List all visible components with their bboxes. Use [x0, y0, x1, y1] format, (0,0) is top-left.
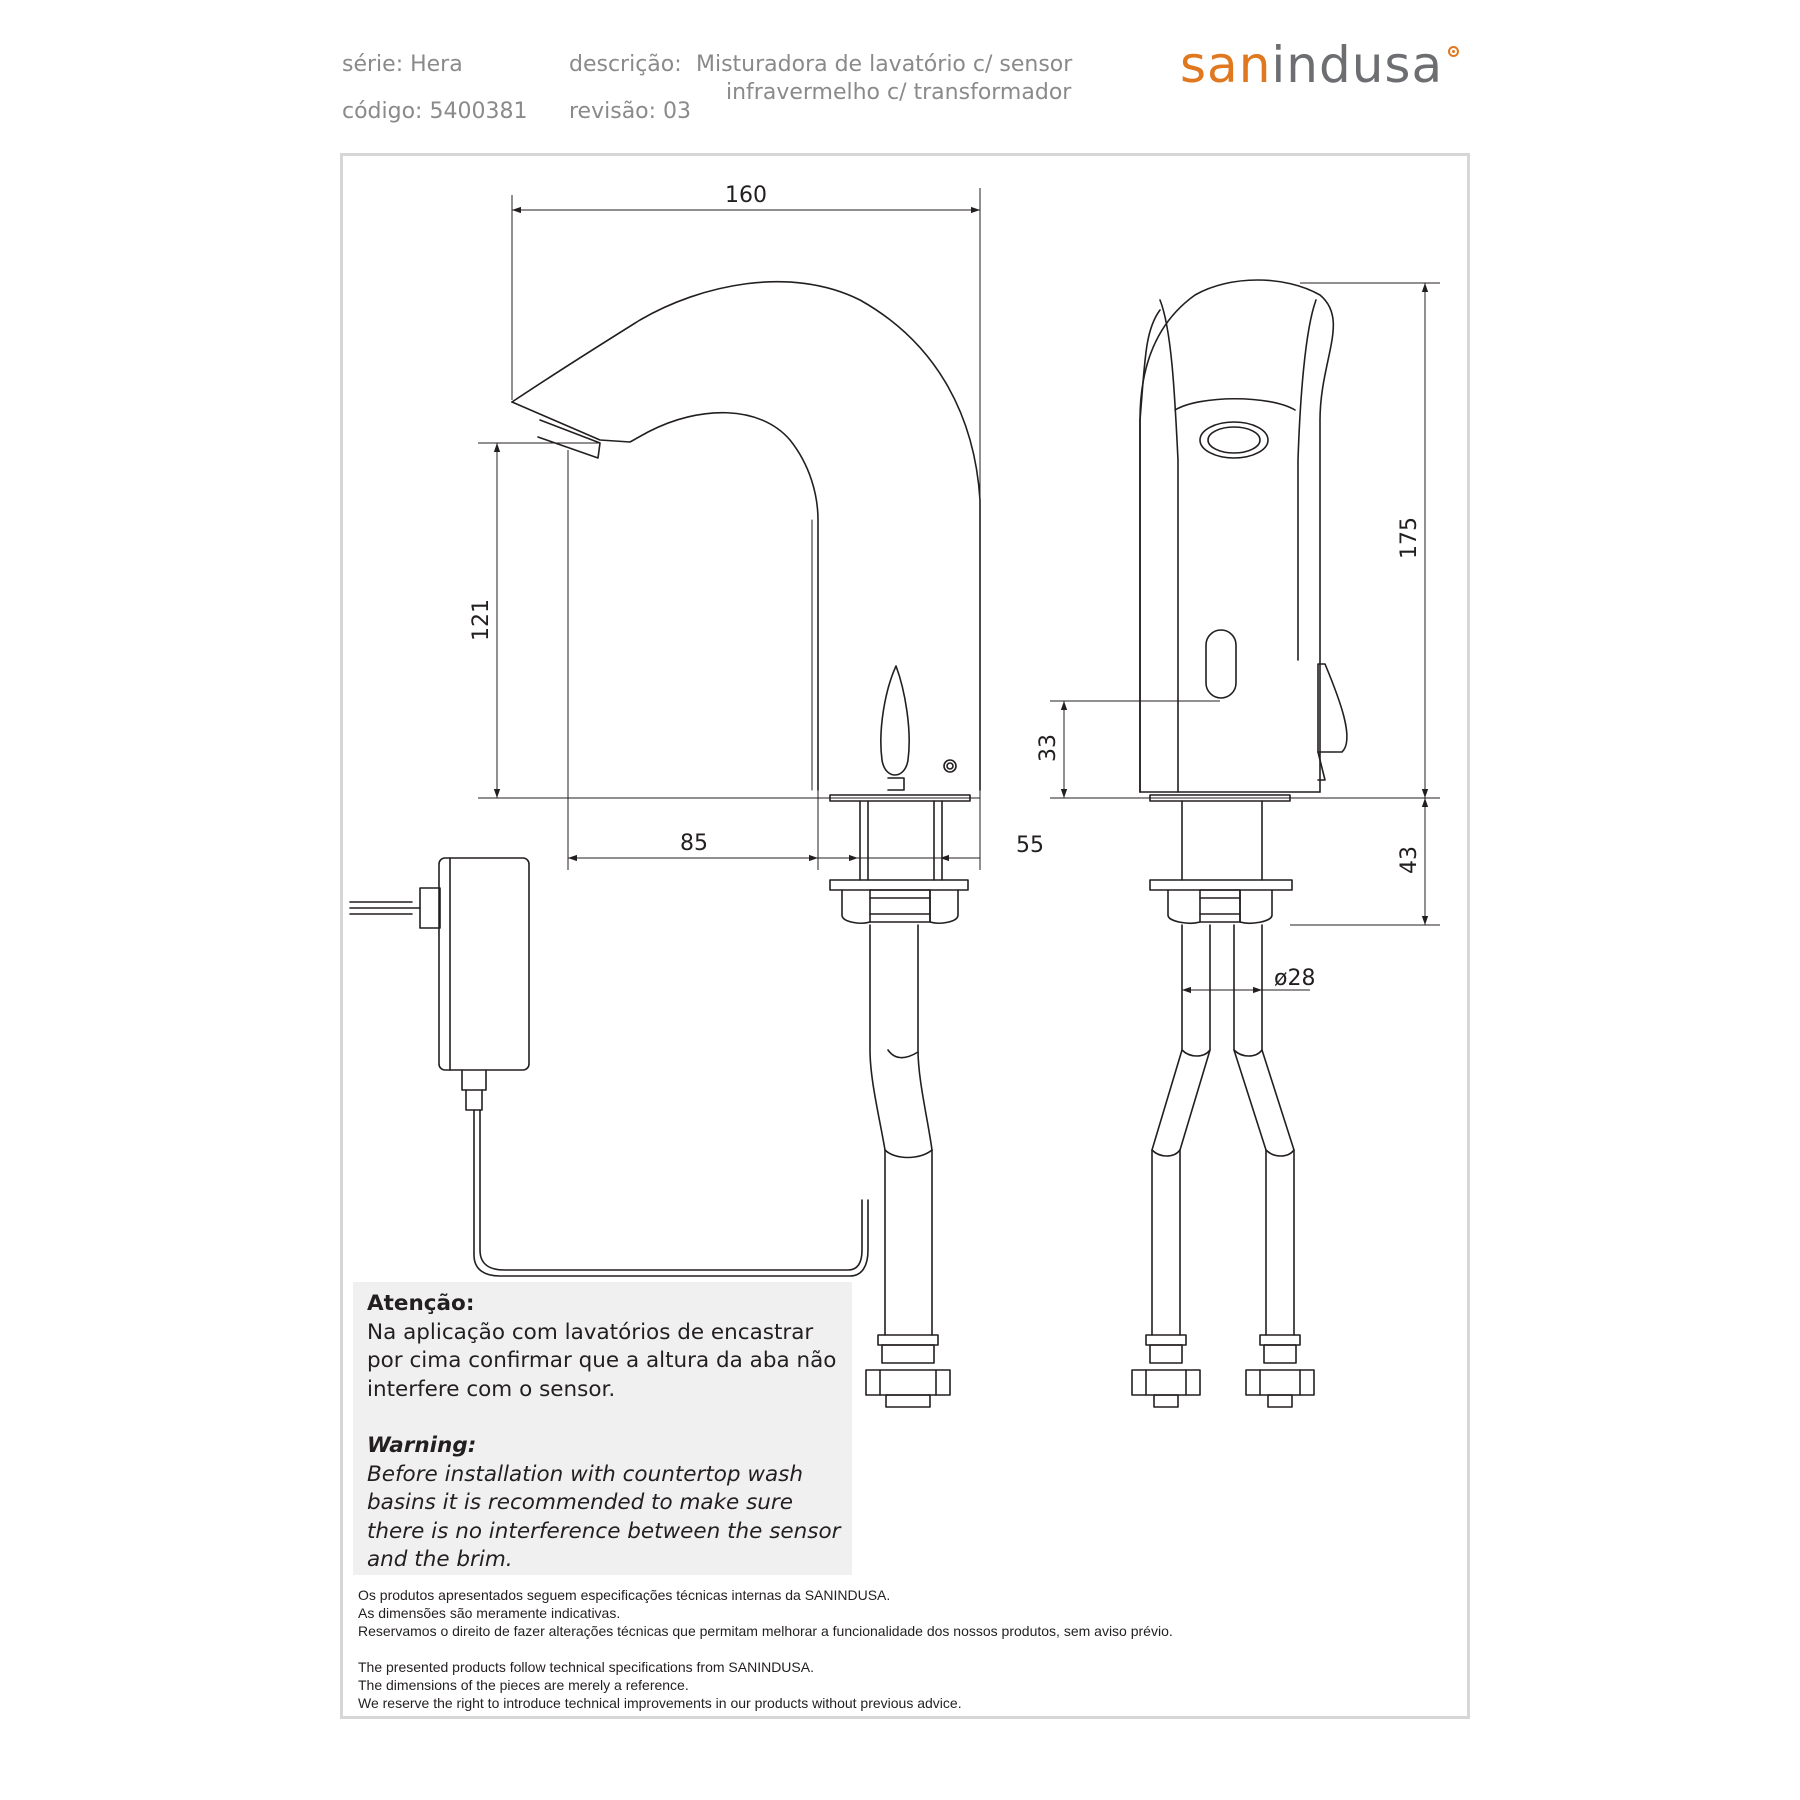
description-label: descrição: — [569, 52, 682, 77]
front-view-faucet — [1140, 280, 1347, 792]
logo-part-san: san — [1180, 36, 1272, 94]
attention-line-1: Na aplicação com lavatórios de encastrar — [367, 1319, 814, 1345]
dim-shank-length: 43 — [1397, 846, 1422, 874]
attention-title: Atenção: — [367, 1291, 475, 1316]
transformer — [350, 858, 868, 1276]
disclaimer-pt-line-2: As dimensões são meramente indicativas. — [358, 1605, 621, 1621]
disclaimer-en-line-3: We reserve the right to introduce technical improvements in our products without previous advice. — [358, 1695, 962, 1711]
disclaimer-en-line-1: The presented products follow technical specifications from SANINDUSA. — [358, 1659, 814, 1675]
description-line-2: infravermelho c/ transformador — [726, 80, 1072, 105]
dim-width-total: 160 — [725, 183, 767, 208]
warning-line-4: and the brim. — [367, 1547, 513, 1572]
attention-note — [367, 1290, 836, 1404]
dimension-lines — [478, 188, 1440, 1000]
code-label: código: 5400381 — [342, 99, 528, 124]
warning-line-3: there is no interference between the sensor — [367, 1518, 841, 1544]
description-line-1: Misturadora de lavatório c/ sensor — [696, 52, 1073, 77]
series-label: série: Hera — [342, 52, 463, 77]
dim-spout-height: 121 — [469, 599, 494, 641]
warning-line-2: basins it is recommended to make sure — [367, 1490, 793, 1515]
disclaimer-en-line-2: The dimensions of the pieces are merely a reference. — [358, 1677, 689, 1693]
dim-base-offset: 55 — [1016, 833, 1044, 858]
front-view-shank — [1132, 795, 1314, 1407]
warning-line-1: Before installation with countertop wash — [367, 1461, 803, 1487]
disclaimer-en — [358, 1658, 962, 1712]
dimension-labels — [469, 183, 1422, 991]
disclaimer-pt-line-3: Reservamos o direito de fazer alterações técnicas que permitam melhorar a funcionalidade dos nossos produtos, sem aviso prévio. — [358, 1623, 1173, 1639]
dim-total-height: 175 — [1397, 517, 1422, 559]
warning-title: Warning: — [367, 1433, 477, 1458]
logo-part-indusa: indusa — [1271, 36, 1444, 94]
warning-note — [367, 1432, 840, 1575]
side-view-faucet — [512, 282, 980, 790]
revision-label: revisão: 03 — [569, 99, 692, 124]
dim-hose-diameter: ø28 — [1274, 966, 1316, 991]
attention-line-3: interfere com o sensor. — [367, 1376, 616, 1402]
disclaimer-pt — [358, 1586, 1173, 1640]
dim-sensor-height: 33 — [1036, 734, 1061, 762]
attention-line-2: por cima confirmar que a altura da aba não — [367, 1348, 837, 1373]
dim-spout-reach: 85 — [680, 831, 708, 856]
disclaimer-pt-line-1: Os produtos apresentados seguem especificações técnicas internas da SANINDUSA. — [358, 1587, 891, 1603]
